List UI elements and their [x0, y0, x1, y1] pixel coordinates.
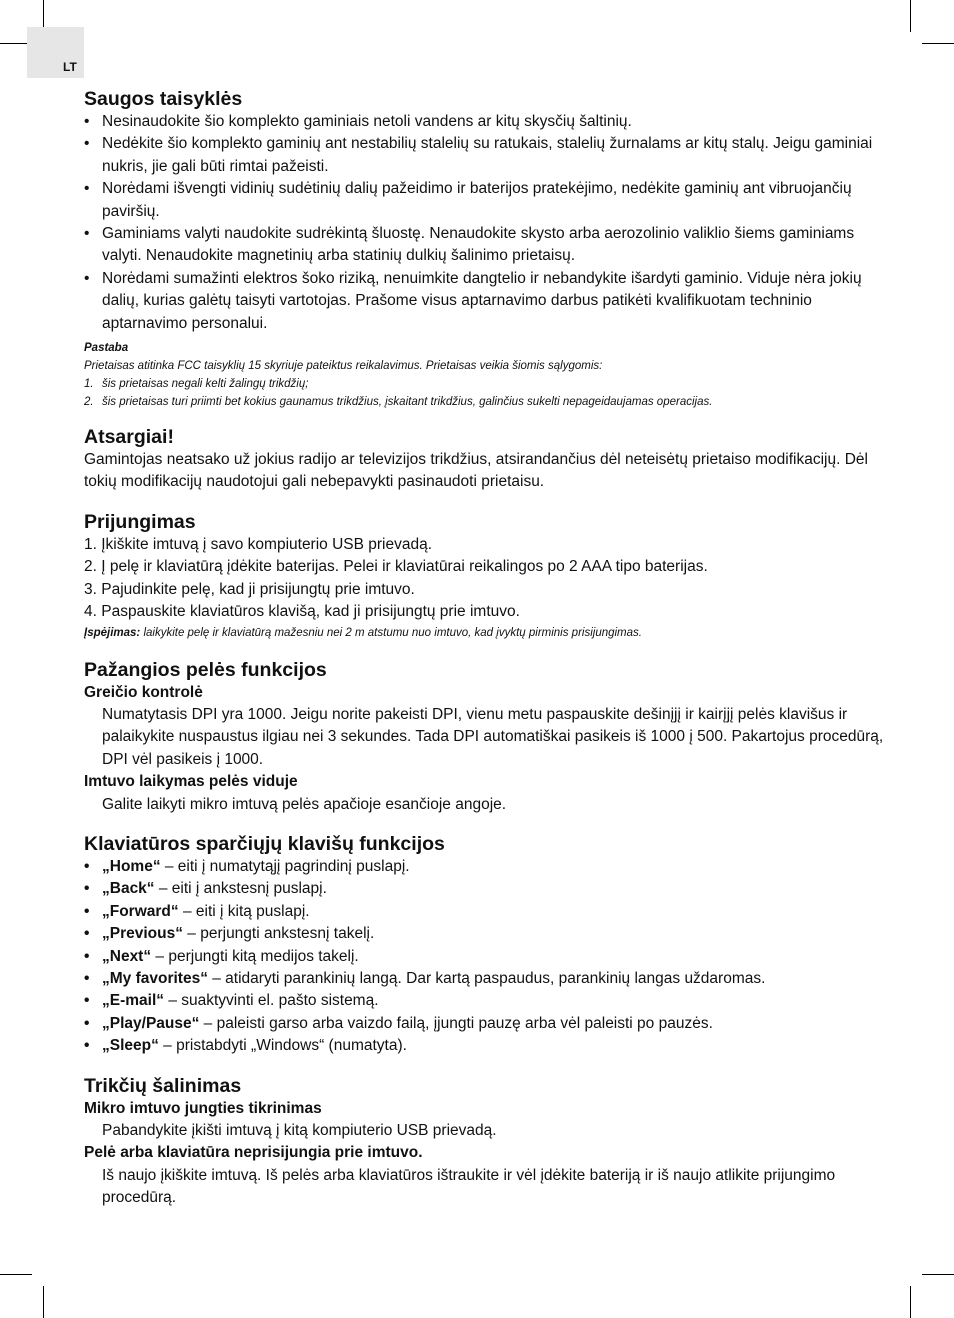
item-text: šis prietaisas negali kelti žalingų trikdžių;: [102, 378, 309, 391]
safety-list: [84, 111, 884, 335]
section-title: Klaviatūros sparčiųjų klavišų funkcijos: [84, 832, 445, 855]
step: 4. Paspauskite klaviatūros klavišą, kad ji prisijungtų prie imtuvo.: [84, 603, 520, 621]
hotkeys-section: [84, 832, 884, 1058]
hotkey-desc: – suaktyvinti el. pašto sistemą.: [164, 992, 379, 1010]
item-number: 1.: [84, 378, 94, 391]
hotkey-desc: – perjungti ankstesnį takelį.: [182, 925, 375, 943]
section-title: Trikčių šalinimas: [84, 1074, 242, 1097]
hotkey-name: „Previous“: [102, 925, 183, 943]
advanced-section: [84, 658, 884, 816]
section-title: Atsargiai!: [84, 426, 174, 449]
list-item: [84, 393, 884, 411]
subsection-title: Greičio kontrolė: [84, 683, 203, 701]
crop-mark: [910, 0, 911, 32]
list-item: • Gaminiams valyti naudokite sudrėkintą šluostę. Nenaudokite skysto arba aerozolinio valiklio šiems gaminiams valyti. Nenaudokite magnetinių arba statinių dulkių šalinimo prietaisų.: [84, 223, 884, 268]
list-item: [84, 946, 884, 968]
warning-text: laikykite pelę ir klaviatūrą mažesniu nei 2 m atstumu nuo imtuvo, kad įvyktų pirminis prisijungimas.: [140, 626, 642, 639]
hotkey-desc: – eiti į kitą puslapį.: [178, 902, 310, 920]
list-item: [84, 1035, 884, 1057]
list-item: • Norėdami sumažinti elektros šoko riziką, nenuimkite dangtelio ir nebandykite išardyti gaminio. Viduje nėra jokių dalių, kurias galėtų taisyti vartotojas. Prašome visus aptarnavimo darbus patikėti kvalifikuotam techninio aptarnavimo personalui.: [84, 268, 884, 335]
list-item: [84, 923, 884, 945]
language-code: LT: [63, 60, 77, 74]
list-item: • Norėdami išvengti vidinių sudėtinių dalių pažeidimo ir baterijos pratekėjimo, nedėkite gaminių ant vibruojančių paviršių.: [84, 178, 884, 223]
paragraph: Numatytasis DPI yra 1000. Jeigu norite pakeisti DPI, vienu metu paspauskite dešinįjį ir kairįjį pelės klavišus ir palaikykite nuspaustus ilgiau nei 3 sekundes. Tada DPI automatiškai pasikeis iš 1000 į 500. Pakartojus procedūrą, DPI vėl pasikeis į 1000.: [102, 705, 884, 768]
list-item: [84, 968, 884, 990]
language-tab: [27, 27, 84, 78]
hotkey-name: „E-mail“: [102, 992, 165, 1010]
crop-mark: [0, 1274, 32, 1275]
subsection-title: Pelė arba klaviatūra neprisijungia prie imtuvo.: [84, 1144, 423, 1162]
paragraph: Galite laikyti mikro imtuvą pelės apačioje esančioje angoje.: [102, 795, 507, 813]
section-title: Prijungimas: [84, 510, 196, 533]
hotkey-desc: – eiti į numatytąjį pagrindinį puslapį.: [160, 857, 410, 875]
crop-mark: [43, 1286, 44, 1318]
list-item: [84, 901, 884, 923]
hotkey-name: „Play/Pause“: [102, 1014, 200, 1032]
item-number: 2.: [84, 396, 94, 409]
list-item: [84, 1013, 884, 1035]
list-item: [84, 856, 884, 878]
hotkey-name: „Forward“: [102, 902, 179, 920]
page-content: [84, 87, 884, 1226]
crop-mark: [922, 43, 954, 44]
hotkeys-list: [84, 856, 884, 1058]
hotkey-desc: – pristabdyti „Windows“ (numatyta).: [158, 1037, 407, 1055]
note-label: Pastaba: [84, 342, 129, 355]
note-list: [84, 375, 884, 411]
hotkey-name: „Next“: [102, 947, 152, 965]
step: 1. Įkiškite imtuvą į savo kompiuterio USB prievadą.: [84, 535, 433, 553]
caution-section: [84, 425, 884, 494]
step: 3. Pajudinkite pelę, kad ji prisijungtų prie imtuvo.: [84, 580, 415, 598]
hotkey-name: „Home“: [102, 857, 161, 875]
hotkey-desc: – paleisti garso arba vaizdo failą, įjungti pauzę arba vėl paleisti po pauzės.: [199, 1014, 713, 1032]
hotkey-name: „Sleep“: [102, 1037, 159, 1055]
hotkey-desc: – eiti į ankstesnį puslapį.: [154, 880, 327, 898]
subsection-title: Imtuvo laikymas pelės viduje: [84, 773, 298, 791]
paragraph: Pabandykite įkišti imtuvą į kitą kompiuterio USB prievadą.: [102, 1122, 497, 1139]
fcc-note: [84, 339, 884, 411]
safety-section: [84, 87, 884, 411]
crop-mark: [910, 1286, 911, 1318]
troubleshooting-section: [84, 1074, 884, 1210]
hotkey-desc: – perjungti kitą medijos takelį.: [151, 947, 359, 965]
section-title: Saugos taisyklės: [84, 88, 243, 110]
connection-section: [84, 510, 884, 642]
list-item: [84, 878, 884, 900]
section-title: Pažangios pelės funkcijos: [84, 658, 327, 681]
paragraph: Iš naujo įkiškite imtuvą. Iš pelės arba klaviatūros ištraukite ir vėl įdėkite bateriją ir iš naujo atlikite prijungimo procedūrą.: [102, 1166, 836, 1207]
warning-label: Įspėjimas:: [84, 626, 141, 639]
note-text: Prietaisas atitinka FCC taisyklių 15 skyriuje pateiktus reikalavimus. Prietaisas veikia šiomis sąlygomis:: [84, 360, 603, 373]
warning-note: [84, 624, 884, 642]
crop-mark: [922, 1274, 954, 1275]
step: 2. Į pelę ir klaviatūrą įdėkite baterijas. Pelei ir klaviatūrai reikalingos po 2 AAA tipo baterijas.: [84, 558, 708, 576]
list-item: [84, 375, 884, 393]
list-item: • Nedėkite šio komplekto gaminių ant nestabilių stalelių su ratukais, stalelių žurnalams ar kitų stalų. Jeigu gaminiai nukris, jie gali būti rimtai pažeisti.: [84, 133, 884, 178]
item-text: šis prietaisas turi priimti bet kokius gaunamus trikdžius, įskaitant trikdžius, galinčius sukelti nepageidaujamas operacijas.: [102, 396, 713, 409]
list-item: [84, 990, 884, 1012]
hotkey-name: „Back“: [102, 880, 155, 898]
subsection-title: Mikro imtuvo jungties tikrinimas: [84, 1099, 322, 1117]
hotkey-desc: – atidaryti parankinių langą. Dar kartą paspaudus, parankinių langas uždaromas.: [207, 969, 766, 987]
hotkey-name: „My favorites“: [102, 969, 208, 987]
list-item: • Nesinaudokite šio komplekto gaminiais netoli vandens ar kitų skysčių šaltinių.: [84, 111, 884, 133]
paragraph: Gamintojas neatsako už jokius radijo ar televizijos trikdžius, atsirandančius dėl neteisėtų prietaiso modifikacijų. Dėl tokių modifikacijų naudotojui gali nebepavykti pasinaudoti prietaisu.: [84, 451, 868, 491]
